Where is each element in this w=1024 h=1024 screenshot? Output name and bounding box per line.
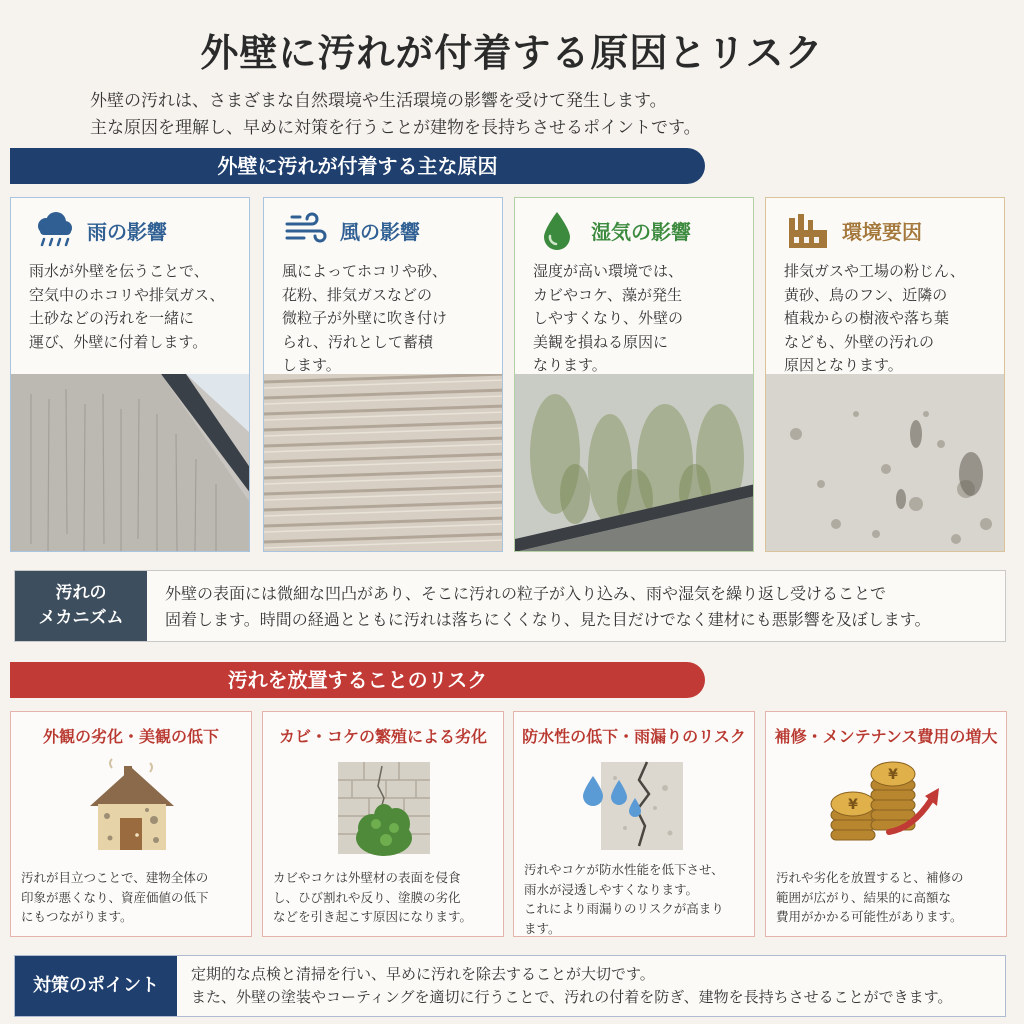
risk-description: [273, 868, 497, 927]
causes-heading-banner: 外壁に汚れが付着する主な原因: [10, 148, 705, 184]
cause-line: 美観を損ねる原因に: [533, 332, 669, 351]
intro-line: 外壁の汚れは、さまざまな自然環境や生活環境の影響を受けて発生します。: [90, 91, 667, 111]
cause-line: カビやコケ、藻が発生: [533, 285, 682, 304]
risk-line: にもつながります。: [21, 909, 133, 924]
risk-description: [524, 860, 748, 937]
mechanism-label-line: メカニズム: [38, 608, 124, 628]
risk-line: 印象が悪くなり、資産価値の低下: [21, 889, 209, 905]
risk-line: 雨水が浸透しやすくなります。: [524, 881, 699, 897]
cause-line: 湿度が高い環境では、: [533, 262, 684, 280]
cause-description: [784, 260, 994, 378]
risk-description: [21, 868, 245, 927]
page-title: 外壁に汚れが付着する原因とリスク: [200, 31, 824, 75]
cause-line: なります。: [533, 356, 607, 374]
cause-line: 原因となります。: [784, 356, 903, 374]
cause-line: 土砂などの汚れを一緒に: [29, 309, 195, 327]
cause-card-environment: [765, 197, 1005, 552]
svg-text:¥: ¥: [848, 797, 858, 813]
intro-text: [90, 88, 970, 142]
risk-card-cost: [765, 711, 1007, 937]
cause-title: 環境要因: [842, 219, 922, 244]
cause-line: しやすくなり、外壁の: [533, 309, 684, 327]
cause-description: [29, 260, 239, 354]
cause-line: 雨水が外壁を伝うことで、: [29, 262, 209, 280]
risk-line: 費用がかかる可能性があります。: [776, 909, 963, 924]
measures-box: [14, 955, 1006, 1017]
cause-title: 風の影響: [340, 219, 420, 244]
cause-line: します。: [282, 356, 341, 374]
moss-wall-icon: [324, 758, 444, 858]
risk-card-mold-moss: [262, 711, 504, 937]
cause-header: [786, 210, 922, 250]
risk-line: これにより雨漏りのリスクが高まり: [524, 901, 724, 916]
risk-description: [776, 868, 1000, 927]
risk-title: 外観の劣化・美観の低下: [42, 727, 219, 746]
cause-line: 微粒子が外壁に吹き付け: [282, 309, 448, 327]
risk-line: し、ひび割れや反り、塗膜の劣化: [273, 889, 461, 905]
cause-header: [284, 210, 420, 250]
cause-card-wind: [263, 197, 503, 552]
rain-cloud-icon: [31, 210, 75, 250]
risk-title: 防水性の低下・雨漏りのリスク: [522, 727, 746, 746]
measures-text: [191, 963, 952, 1009]
mechanism-label: [15, 571, 147, 641]
cause-line: 植栽からの樹液や落ち葉: [784, 309, 950, 327]
risk-line: などを引き起こす原因になります。: [273, 909, 473, 924]
cause-line: 排気ガスや工場の粉じん、: [784, 262, 965, 280]
mechanism-line: 外壁の表面には微細な凹凸があり、そこに汚れの粒子が入り込み、雨や湿気を繰り返し受けることで: [165, 584, 886, 603]
mechanism-text: [165, 581, 930, 633]
risk-line: カビやコケは外壁材の表面を侵食: [273, 870, 461, 885]
risk-line: ます。: [524, 920, 561, 936]
stained-wall-photo: [766, 374, 1005, 552]
risk-title: カビ・コケの繁殖による劣化: [278, 727, 487, 746]
mechanism-label-line: 汚れの: [55, 583, 107, 603]
risk-card-waterproofing: [513, 711, 755, 937]
mechanism-box: [14, 570, 1006, 642]
measures-line: また、外壁の塗装やコーティングを適切に行うことで、汚れの付着を防ぎ、建物を長持ちさせることができます。: [191, 988, 953, 1006]
risk-line: 汚れやコケが防水性能を低下させ、: [524, 862, 724, 877]
cause-title: 雨の影響: [87, 219, 167, 244]
cause-line: なども、外壁の汚れの: [784, 332, 935, 351]
risk-title: 補修・メンテナンス費用の増大: [774, 727, 998, 746]
mossy-wall-photo: [515, 374, 754, 552]
risk-line: 汚れや劣化を放置すると、補修の: [776, 870, 964, 885]
cause-description: [533, 260, 743, 378]
mechanism-line: 固着します。時間の経過とともに汚れは落ちにくくなり、見た目だけでなく建材にも悪影響を及ぼします。: [165, 610, 931, 629]
cause-card-rain: [10, 197, 250, 552]
cause-line: 花粉、排気ガスなどの: [282, 285, 433, 304]
water-drop-icon: [535, 210, 579, 250]
streaked-siding-photo: [11, 374, 250, 552]
textured-siding-photo: [264, 374, 503, 552]
measures-label: 対策のポイント: [15, 956, 177, 1016]
risk-card-appearance: [10, 711, 252, 937]
yen-coins-rising-icon: [827, 758, 947, 858]
cause-line: られ、汚れとして蓄積: [282, 332, 433, 351]
cause-header: [535, 210, 691, 250]
cause-line: 風によってホコリや砂、: [282, 262, 448, 280]
cause-line: 運び、外壁に付着します。: [29, 332, 208, 351]
dirty-house-icon: [72, 758, 192, 858]
cause-line: 黄砂、鳥のフン、近隣の: [784, 285, 948, 304]
risk-line: 汚れが目立つことで、建物全体の: [21, 870, 209, 885]
cause-header: [31, 210, 167, 250]
risk-line: 範囲が広がり、結果的に高額な: [776, 889, 952, 905]
wind-icon: [284, 210, 328, 250]
cause-card-humidity: [514, 197, 754, 552]
cause-description: [282, 260, 492, 378]
risks-heading-banner: 汚れを放置することのリスク: [10, 662, 705, 698]
measures-line: 定期的な点検と清掃を行い、早めに汚れを除去することが大切です。: [191, 965, 655, 983]
factory-icon: [786, 210, 830, 250]
cause-line: 空気中のホコリや排気ガス、: [29, 285, 225, 304]
cracked-wall-drops-icon: [575, 758, 695, 858]
svg-text:¥: ¥: [888, 767, 898, 783]
cause-title: 湿気の影響: [591, 219, 691, 244]
intro-line: 主な原因を理解し、早めに対策を行うことが建物を長持ちさせるポイントです。: [90, 118, 701, 138]
